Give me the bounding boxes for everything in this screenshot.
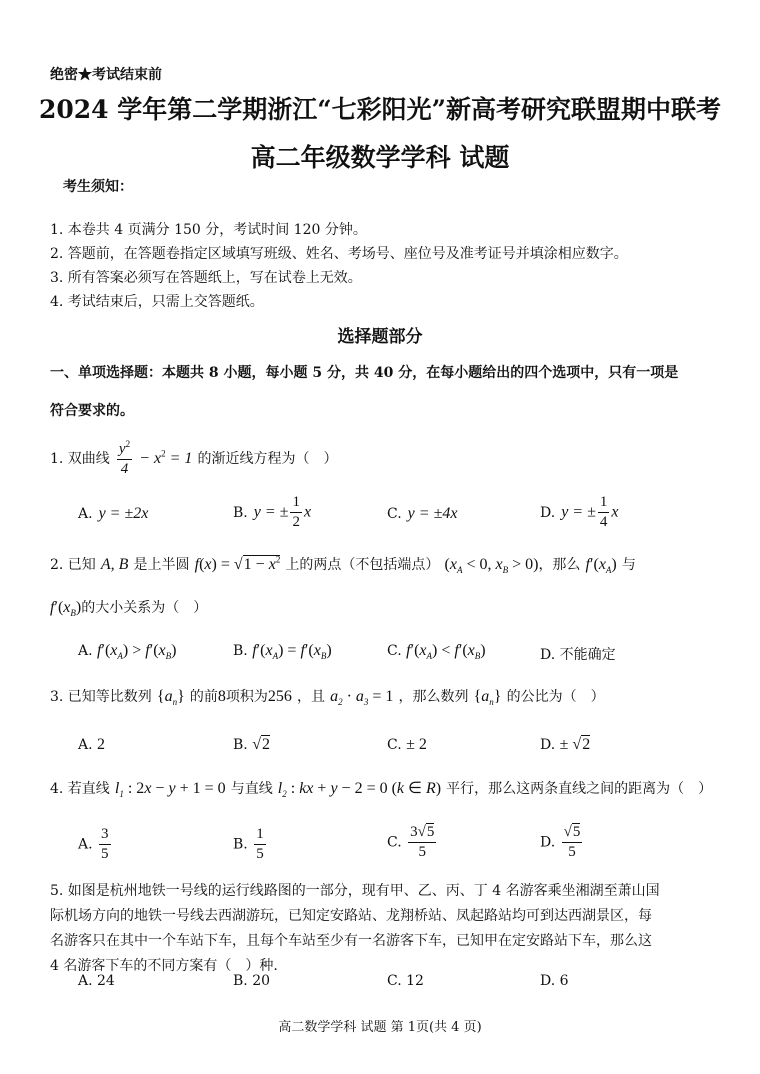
q2-option-a: A. $f'(x_A) > f'(x_B)$ bbox=[78, 642, 177, 662]
q1-fraction: $\frac{y^2}{4}$ bbox=[118, 439, 131, 477]
q5-option-c: C. 12 bbox=[387, 973, 424, 989]
section-title: 选择题部分 bbox=[337, 327, 423, 347]
q1-option-a: A. y = ±2x bbox=[78, 505, 149, 522]
q3-option-a: A. 2 bbox=[78, 736, 106, 753]
q2-option-b: B. $f'(x_A) = f'(x_B)$ bbox=[233, 642, 332, 662]
notice-item: 4. 考试结束后，只需上交答题纸。 bbox=[50, 294, 264, 310]
q5-option-b: B. 20 bbox=[233, 973, 271, 989]
section-instruction-cont: 符合要求的。 bbox=[50, 403, 134, 419]
q1-equation: − $x^2 = 1$ bbox=[139, 448, 193, 467]
question-2-cont: $f'(x_B)$的大小关系为（ ） bbox=[50, 599, 208, 619]
exam-subtitle: 高二年级数学学科 试题 bbox=[250, 143, 510, 172]
question-5-line: 际机场方向的地铁一号线去西湖游玩，已知定安路站、龙翔桥站、凤起路站均可到达西湖景区，每 bbox=[50, 908, 652, 924]
q4-option-a: A. $\frac{3}{5}$ bbox=[78, 826, 109, 862]
q1-suffix: 的渐近线方程为（ ） bbox=[197, 451, 338, 467]
q1-option-c: C. y = ±4x bbox=[387, 505, 458, 522]
q2-option-c: C. $f'(x_A) < f'(x_B)$ bbox=[387, 642, 486, 662]
question-5-line: 名游客只在其中一个车站下车，且每个车站至少有一名游客下车，已知甲在定安路站下车，那么这 bbox=[50, 933, 652, 949]
q3-option-c: C. ± 2 bbox=[387, 736, 427, 753]
confidential-mark: 绝密★考试结束前 bbox=[50, 67, 162, 83]
question-1 bbox=[50, 440, 337, 477]
section-instruction: 一、单项选择题：本题共 8 小题，每小题 5 分，共 40 分，在每小题给出的四个选项中，只有一项是 bbox=[50, 365, 679, 381]
notice-item: 1. 本卷共 4 页满分 150 分，考试时间 120 分钟。 bbox=[50, 222, 367, 238]
q5-option-a: A. 24 bbox=[78, 973, 115, 989]
question-3: 3. 已知等比数列 $\{a_n\}$ 的前8项积为256 ，且 $a_2 \cdot a_3 = 1$ ，那么数列 $\{a_n\}$ 的公比为（ ） bbox=[50, 688, 605, 708]
exam-title: 2024 学年第二学期浙江“七彩阳光”新高考研究联盟期中联考 bbox=[38, 95, 722, 124]
q1-option-b: B. y = ± $\frac{1}{2}$ x bbox=[233, 494, 312, 530]
notice-item: 3. 所有答案必须写在答题纸上，写在试卷上无效。 bbox=[50, 270, 362, 286]
q5-option-d: D. 6 bbox=[540, 973, 569, 989]
q1-option-d: D. y = ± $\frac{1}{4}$ x bbox=[540, 494, 619, 530]
question-5: 5. 如图是杭州地铁一号线的运行线路图的一部分，现有甲、乙、丙、丁 4 名游客乘坐湘湖至萧山国 bbox=[50, 883, 660, 899]
question-5-line: 4 名游客下车的不同方案有（ ）种. bbox=[50, 958, 278, 974]
page-footer: 高二数学学科 试题 第 1页(共 4 页) bbox=[278, 1020, 482, 1035]
q4-option-d: D. $\frac{√5}{5}$ bbox=[540, 824, 581, 860]
question-2: 2. 已知 A, B 是上半圆 $f(x) = √1 - x^2$ 上的两点（不包括端点） ($x_A < 0$, $x_B > 0$)，那么 $f'(x_A)$ 与 bbox=[50, 554, 636, 576]
q1-prefix: 1. 双曲线 bbox=[50, 451, 110, 467]
question-4: 4. 若直线 $l_1$ : 2x − y + 1 = 0 与直线 $l_2$ : kx + y − 2 = 0 (k ∈ R) 平行，那么这两条直线之间的距离为（ ） bbox=[50, 780, 713, 800]
q3-option-b: B. √2 bbox=[233, 736, 270, 753]
notice-item: 2. 答题前，在答题卷指定区域填写班级、姓名、考场号、座位号及准考证号并填涂相应数字。 bbox=[50, 246, 628, 262]
q4-option-b: B. $\frac{1}{5}$ bbox=[233, 826, 264, 862]
q2-option-d: D. 不能确定 bbox=[540, 647, 616, 663]
notice-heading: 考生须知： bbox=[63, 179, 133, 195]
q4-option-c: C. $\frac{3√5}{5}$ bbox=[387, 824, 435, 860]
q3-option-d: D. ± √2 bbox=[540, 736, 591, 753]
